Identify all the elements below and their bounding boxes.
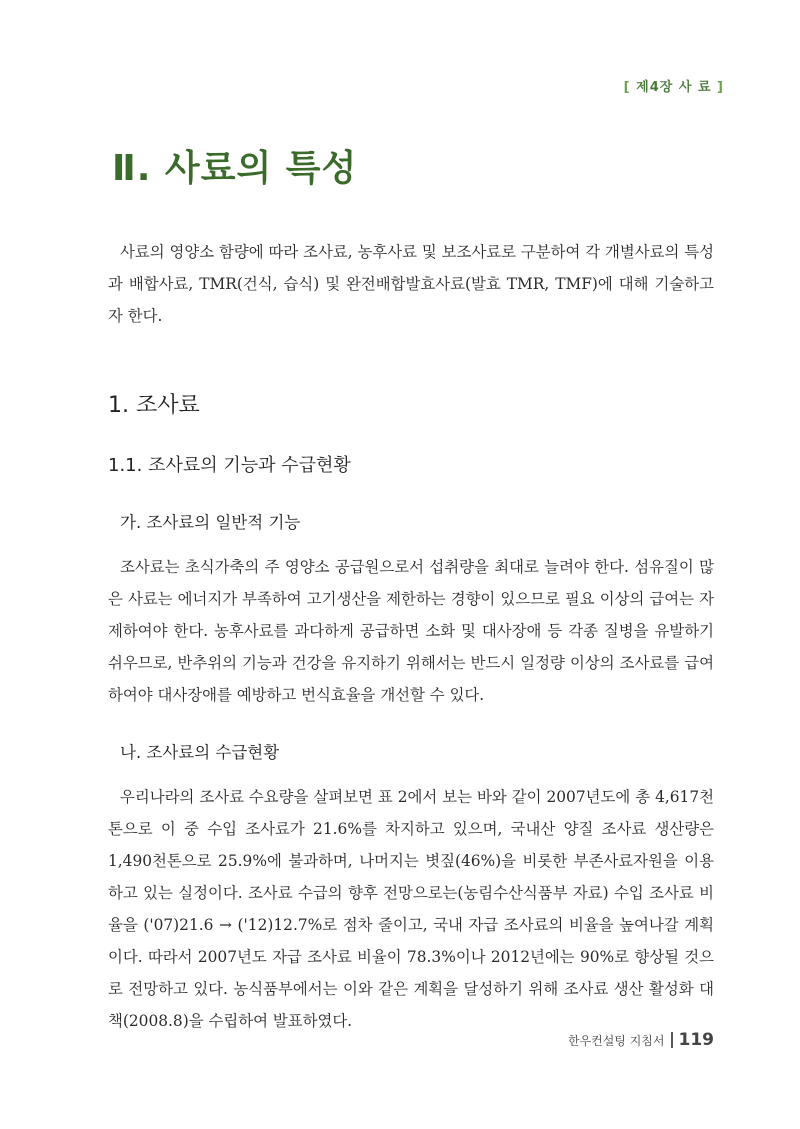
footer-book-title: 한우컨설팅 지침서	[567, 1033, 665, 1048]
header-section: 사 료	[678, 80, 712, 95]
page-content	[108, 236, 714, 1037]
footer-divider	[671, 1032, 673, 1048]
intro-paragraph: 사료의 영양소 함량에 따라 조사료, 농후사료 및 보조사료로 구분하여 각 개별사료의 특성과 배합사료, TMR(건식, 습식) 및 완전배합발효사료(발효 TMR, TMF)에 대해 기술하고자 한다.	[108, 243, 714, 325]
subheading-general-function: 가. 조사료의 일반적 기능	[120, 513, 301, 532]
page-footer	[568, 1030, 714, 1050]
running-header	[624, 76, 724, 95]
general-function-paragraph: 조사료는 초식가축의 주 영양소 공급원으로서 섭취량을 최대로 늘려야 한다. 섬유질이 많은 사료는 에너지가 부족하여 고기생산을 제한하는 경향이 있으므로 필요 이상의 급여는 자제하여야 한다. 농후사료를 과다하게 공급하면 소화 및 대사장애 등 각종 질병을 유발하기 쉬우므로, 반추위의 기능과 건강을 유지하기 위해서는 반드시 일정량 이상의 조사료를 급여하여야 대사장애를 예방하고 번식효율을 개선할 수 있다.	[108, 558, 714, 704]
subsection-heading-function-supply: 1.1. 조사료의 기능과 수급현황	[108, 455, 351, 476]
header-chapter: 제4장	[636, 80, 674, 95]
page-number: 119	[678, 1030, 714, 1050]
supply-status-paragraph: 우리나라의 조사료 수요량을 살펴보면 표 2에서 보는 바와 같이 2007년도에 총 4,617천톤으로 이 중 수입 조사료가 21.6%를 차지하고 있으며, 국내산 양질 조사료 생산량은 1,490천톤으로 25.9%에 불과하며, 나머지는 볏짚(46%)을 비롯한 부존사료자원을 이용하고 있는 실정이다. 조사료 수급의 향후 전망으로는(농림수산식품부 자료) 수입 조사료 비율을 ('07)21.6 → ('12)12.7%로 점차 줄이고, 국내 자급 조사료의 비율을 높여나갈 계획이다. 따라서 2007년도 자급 조사료 비율이 78.3%이나 2012년에는 90%로 향상될 것으로 전망하고 있다. 농식품부에서는 이와 같은 계획을 달성하기 위해 조사료 생산 활성화 대책(2008.8)을 수립하여 발표하였다.	[108, 788, 714, 1030]
header-close-bracket: ]	[717, 80, 724, 95]
section-heading-roughage: 1. 조사료	[108, 393, 200, 418]
header-open-bracket: [	[623, 80, 631, 95]
subheading-supply-status: 나. 조사료의 수급현황	[120, 743, 280, 762]
chapter-title: Ⅱ. 사료의 특성	[112, 148, 358, 189]
